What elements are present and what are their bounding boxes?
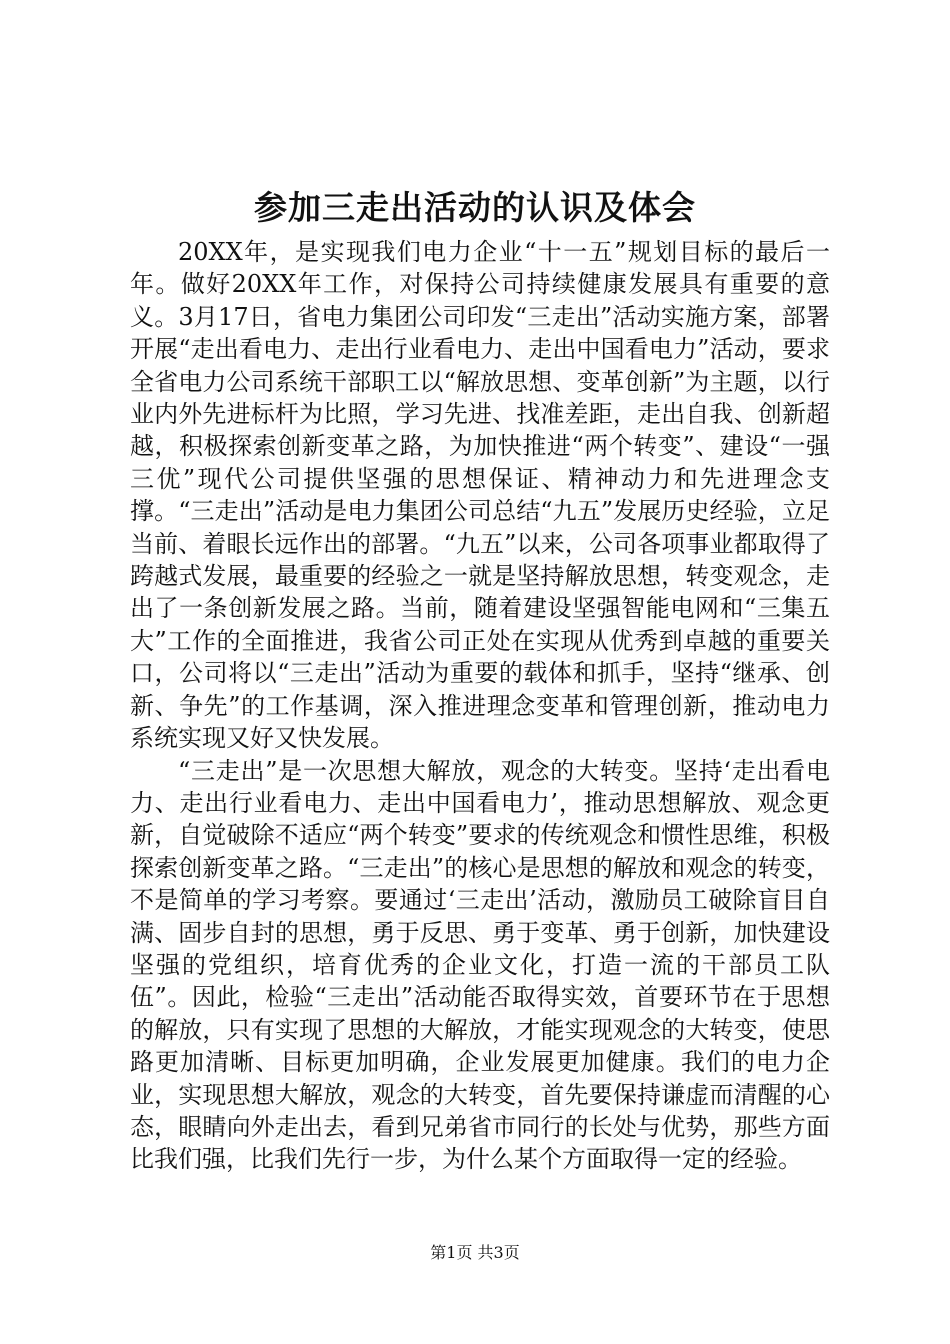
document-body — [130, 236, 830, 1176]
document-title: 参加三走出活动的认识及体会 — [254, 188, 696, 227]
page-number-footer: 第1页 共3页 — [430, 1243, 520, 1262]
paragraph-1: 20XX年，是实现我们电力企业“十一五”规划目标的最后一年。做好20XX年工作，对保持公司持续健康发展具有重要的意义。3月17日，省电力集团公司印发“三走出”活动实施方案，部署开展“走出看电力、走出行业看电力、走出中国看电力”活动，要求全省电力公司系统干部职工以“解放思想、变革创新”为主题，以行业内外先进标杆为比照，学习先进、找准差距，走出自我、创新超越，积极探索创新变革之路，为加快推进“两个转变”、建设“一强三优”现代公司提供坚强的思想保证、精神动力和先进理念支撑。“三走出”活动是电力集团公司总结“九五”发展历史经验，立足当前、着眼长远作出的部署。“九五”以来，公司各项事业都取得了跨越式发展，最重要的经验之一就是坚持解放思想，转变观念，走出了一条创新发展之路。当前，随着建设坚强智能电网和“三集五大”工作的全面推进，我省公司正处在实现从优秀到卓越的重要关口，公司将以“三走出”活动为重要的载体和抓手，坚持“继承、创新、争先”的工作基调，深入推进理念变革和管理创新，推动电力系统实现又好又快发展。 — [130, 238, 830, 753]
paragraph-2: “三走出”是一次思想大解放，观念的大转变。坚持‘走出看电力、走出行业看电力、走出中国看电力’，推动思想解放、观念更新，自觉破除不适应“两个转变”要求的传统观念和惯性思维，积极探索创新变革之路。“三走出”的核心是思想的解放和观念的转变，不是简单的学习考察。要通过‘三走出’活动，激励员工破除盲目自满、固步自封的思想，勇于反思、勇于变革、勇于创新，加快建设坚强的党组织，培育优秀的企业文化，打造一流的干部员工队伍”。因此，检验“三走出”活动能否取得实效，首要环节在于思想的解放，只有实现了思想的大解放，才能实现观念的大转变，使思路更加清晰、目标更加明确，企业发展更加健康。我们的电力企业，实现思想大解放，观念的大转变，首先要保持谦虚而清醒的心态，眼睛向外走出去，看到兄弟省市同行的长处与优势，那些方面比我们强，比我们先行一步，为什么某个方面取得一定的经验。 — [130, 756, 830, 1174]
